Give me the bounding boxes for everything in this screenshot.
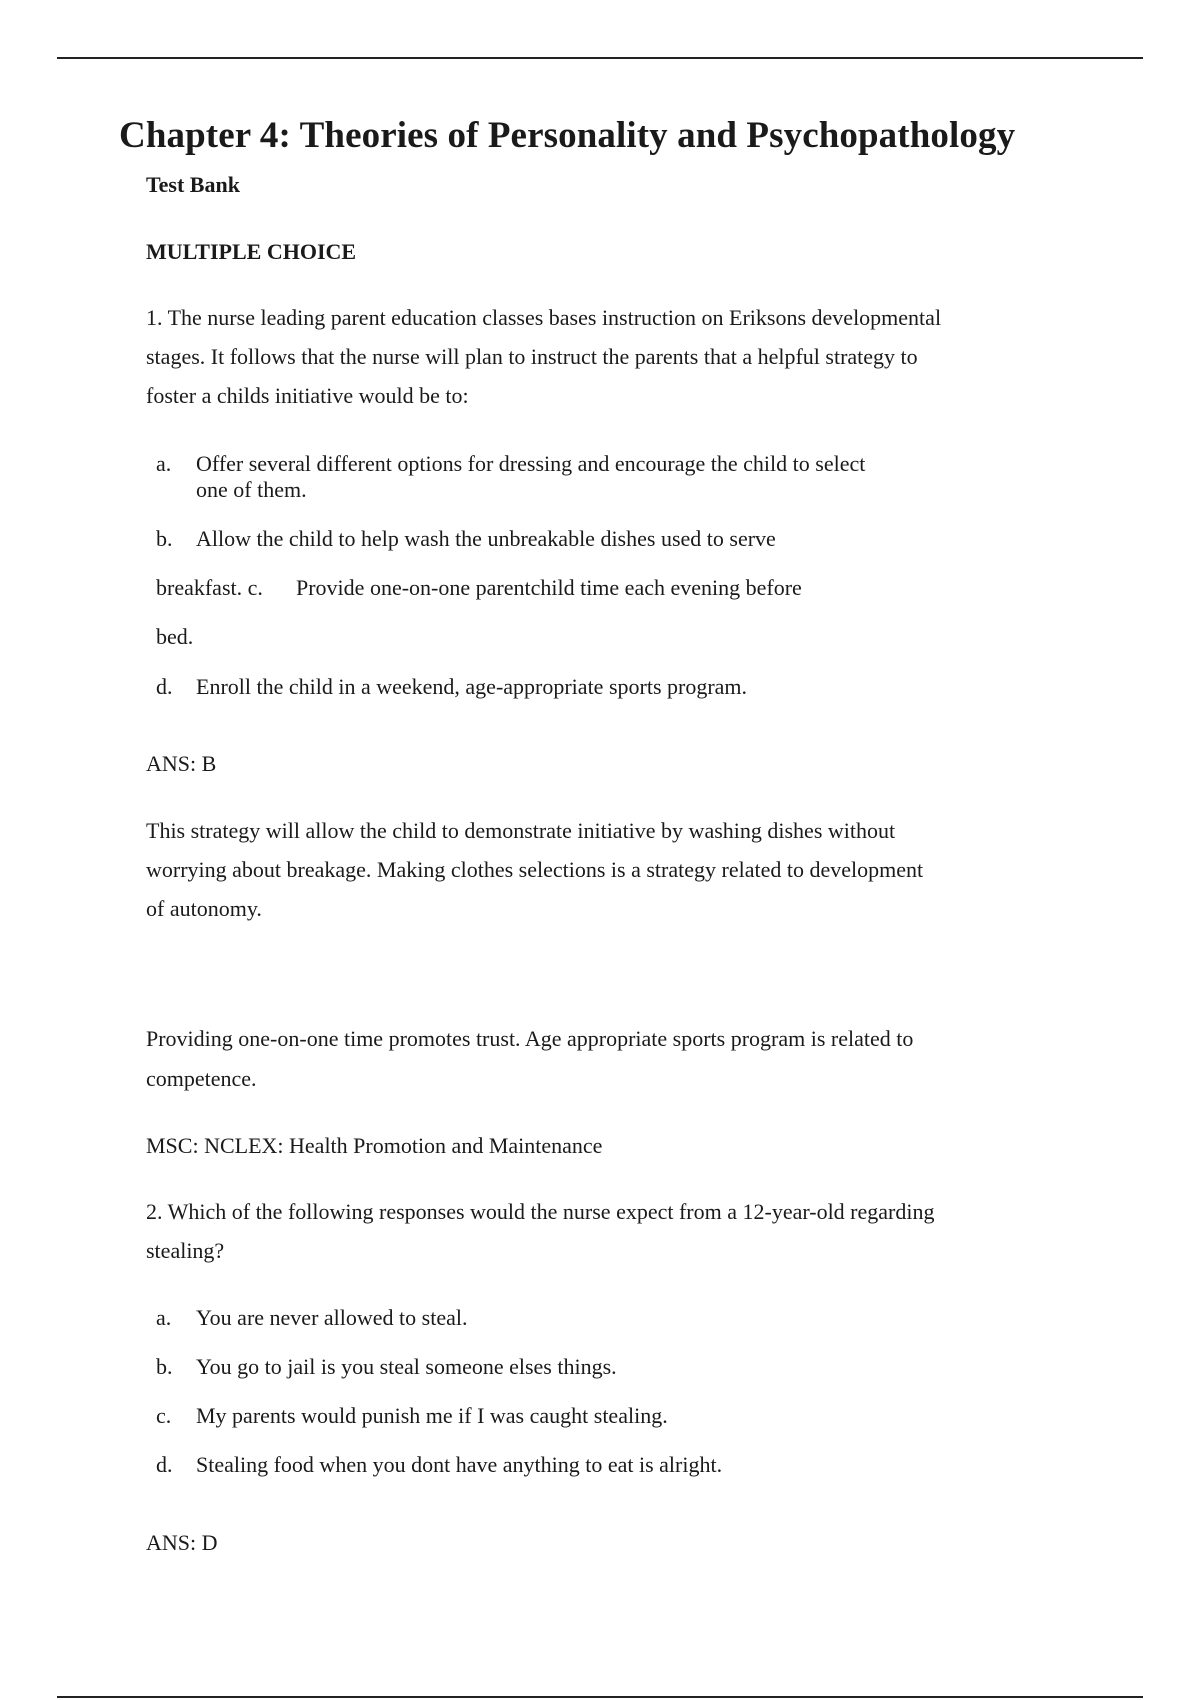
question-1-option-a-text: Offer several different options for dressing and encourage the child to select [196,451,866,476]
question-1-rationale-line: of autonomy. [146,896,262,921]
question-2-option-a-text: You are never allowed to steal. [196,1305,468,1330]
question-1-rationale-line: Providing one-on-one time promotes trust. Age appropriate sports program is related to [146,1026,914,1051]
question-1-rationale-line: worrying about breakage. Making clothes selections is a strategy related to development [146,857,924,882]
question-1-answer: ANS: B [146,751,217,776]
question-2-option-d-letter: d. [156,1452,173,1477]
question-1-option-a-letter: a. [156,451,172,476]
question-1-option-d-letter: d. [156,674,173,699]
question-2-stem-line: stealing? [146,1238,225,1263]
top-rule [57,57,1143,59]
bottom-rule [57,1696,1143,1698]
question-1-option-c-text: Provide one-on-one parentchild time each evening before [296,575,802,600]
question-1-rationale-line: This strategy will allow the child to demonstrate initiative by washing dishes without [146,818,896,843]
section-heading: MULTIPLE CHOICE [146,239,357,264]
question-2-option-a-letter: a. [156,1305,172,1330]
question-2-answer: ANS: D [146,1530,218,1555]
subtitle: Test Bank [146,172,240,197]
question-1-msc: MSC: NCLEX: Health Promotion and Maintenance [146,1133,603,1158]
question-1-rationale-line: competence. [146,1066,257,1091]
question-2-option-c-text: My parents would punish me if I was caught stealing. [196,1403,668,1428]
question-2-option-b-text: You go to jail is you steal someone elses things. [196,1354,617,1379]
question-1-option-d-text: Enroll the child in a weekend, age-appropriate sports program. [196,674,748,699]
question-2-stem-line: 2. Which of the following responses would the nurse expect from a 12-year-old regarding [146,1199,935,1224]
question-1-option-a-text-cont: one of them. [196,477,307,502]
question-2-option-d-text: Stealing food when you dont have anything to eat is alright. [196,1452,723,1477]
question-1-option-b-text: Allow the child to help wash the unbreakable dishes used to serve [196,526,776,551]
question-1-option-c-tail: bed. [156,624,194,649]
question-1-option-b-tail: breakfast. c. [156,575,263,600]
page-title: Chapter 4: Theories of Personality and Psychopathology [119,115,1016,156]
question-1-stem-line: foster a childs initiative would be to: [146,383,469,408]
question-1-stem-line: stages. It follows that the nurse will plan to instruct the parents that a helpful strategy to [146,344,918,369]
question-2-option-c-letter: c. [156,1403,172,1428]
question-2-option-b-letter: b. [156,1354,173,1379]
question-1-option-b-letter: b. [156,526,173,551]
question-1-stem-line: 1. The nurse leading parent education classes bases instruction on Eriksons developmental [146,305,942,330]
